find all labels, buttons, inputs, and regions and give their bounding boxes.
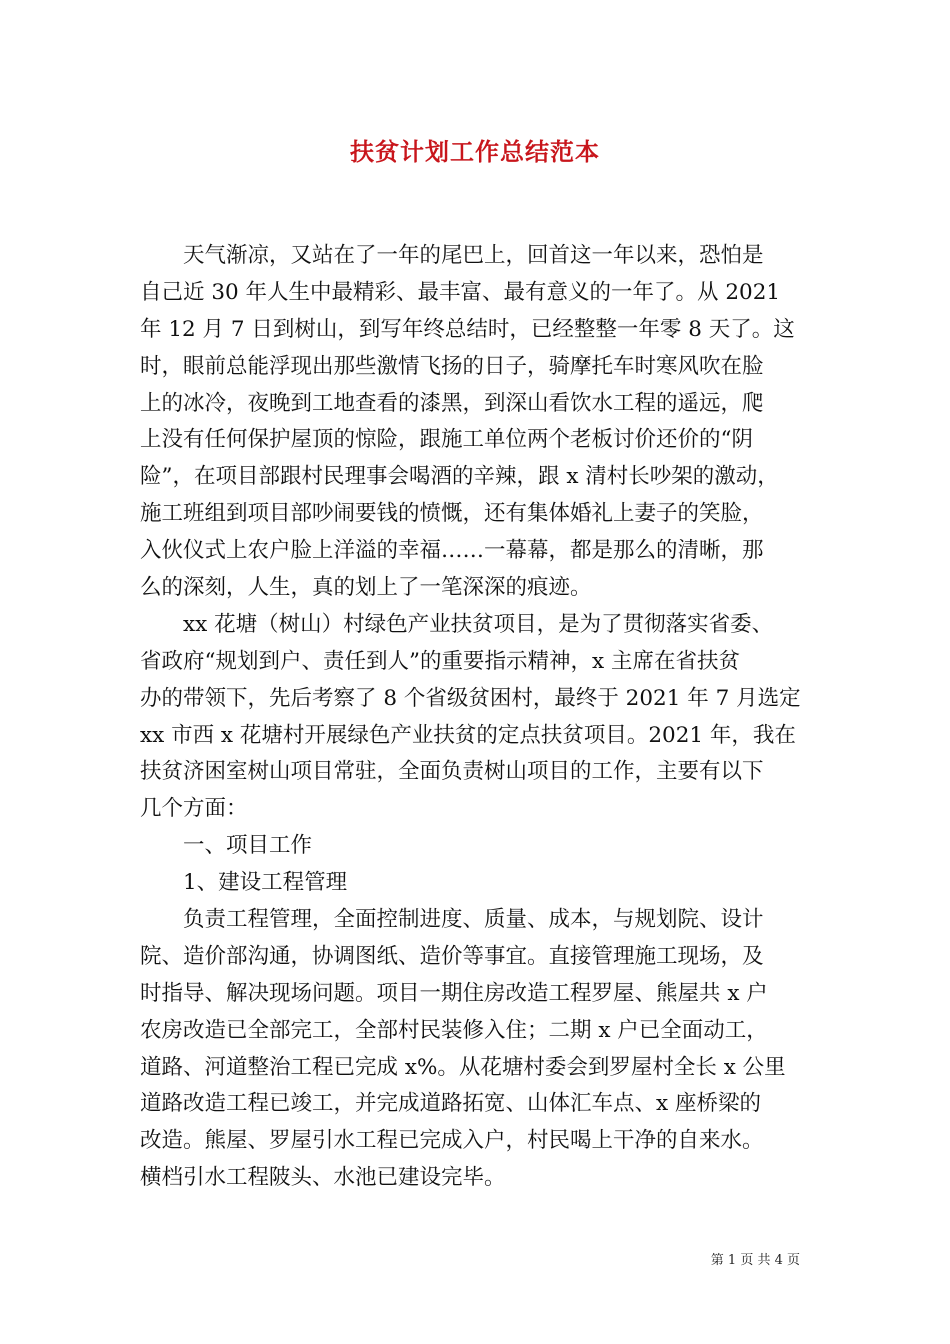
text-line: 自己近 30 年人生中最精彩、最丰富、最有意义的一年了。从 2021 — [140, 279, 781, 305]
text-line: 道路、河道整治工程已完成 x%。从花塘村委会到罗屋村全长 x 公里 — [140, 1054, 786, 1080]
text-line: 道路改造工程已竣工，并完成道路拓宽、山体汇车点、x 座桥梁的 — [140, 1091, 761, 1117]
text-line: 时指导、解决现场问题。项目一期住房改造工程罗屋、熊屋共 x 户 — [140, 980, 768, 1006]
text-line: 横档引水工程陂头、水池已建设完毕。 — [140, 1165, 506, 1191]
page-title: 扶贫计划工作总结范本 — [350, 137, 600, 166]
text-line: 扶贫济困室树山项目常驻，全面负责树山项目的工作，主要有以下 — [140, 759, 764, 785]
text-line: 负责工程管理，全面控制进度、质量、成本，与规划院、设计 — [140, 907, 764, 933]
text-line: 年 12 月 7 日到树山，到写年终总结时，已经整整一年零 8 天了。这 — [140, 316, 795, 342]
text-line: 院、造价部沟通，协调图纸、造价等事宜。直接管理施工现场，及 — [140, 943, 764, 969]
text-line: 施工班组到项目部吵闹要钱的愤慨，还有集体婚礼上妻子的笑脸， — [140, 501, 764, 527]
text-line: xx 花塘（树山）村绿色产业扶贫项目，是为了贯彻落实省委、 — [140, 611, 774, 637]
page-number: 第 1 页 共 4 页 — [710, 1253, 800, 1268]
text-line: xx 市西 x 花塘村开展绿色产业扶贫的定点扶贫项目。2021 年，我在 — [140, 722, 796, 748]
text-line: 1、建设工程管理 — [140, 870, 348, 896]
text-line: 险”，在项目部跟村民理事会喝酒的辛辣，跟 x 清村长吵架的激动， — [140, 464, 779, 490]
text-line: 省政府“规划到户、责任到人”的重要指示精神，x 主席在省扶贫 — [140, 648, 740, 674]
text-line: 天气渐凉，又站在了一年的尾巴上，回首这一年以来，恐怕是 — [140, 243, 764, 268]
text-line: 时，眼前总能浮现出那些激情飞扬的日子，骑摩托车时寒风吹在脸 — [140, 353, 764, 379]
text-line: 上的冰冷，夜晚到工地查看的漆黑，到深山看饮水工程的遥远，爬 — [140, 390, 764, 416]
text-line: 入伙仪式上农户脸上洋溢的幸福……一幕幕，都是那么的清晰，那 — [140, 538, 764, 564]
text-line: 么的深刻，人生，真的划上了一笔深深的痕迹。 — [140, 575, 592, 601]
text-line: 上没有任何保护屋顶的惊险，跟施工单位两个老板讨价还价的“阴 — [140, 427, 753, 453]
text-line: 改造。熊屋、罗屋引水工程已完成入户，村民喝上干净的自来水。 — [140, 1128, 764, 1154]
text-line: 几个方面： — [140, 796, 248, 822]
document-body — [140, 238, 820, 1197]
text-line: 农房改造已全部完工，全部村民装修入住；二期 x 户已全面动工， — [140, 1017, 768, 1043]
text-line: 一、项目工作 — [140, 833, 313, 859]
text-line: 办的带领下，先后考察了 8 个省级贫困村，最终于 2021 年 7 月选定 — [140, 685, 801, 711]
